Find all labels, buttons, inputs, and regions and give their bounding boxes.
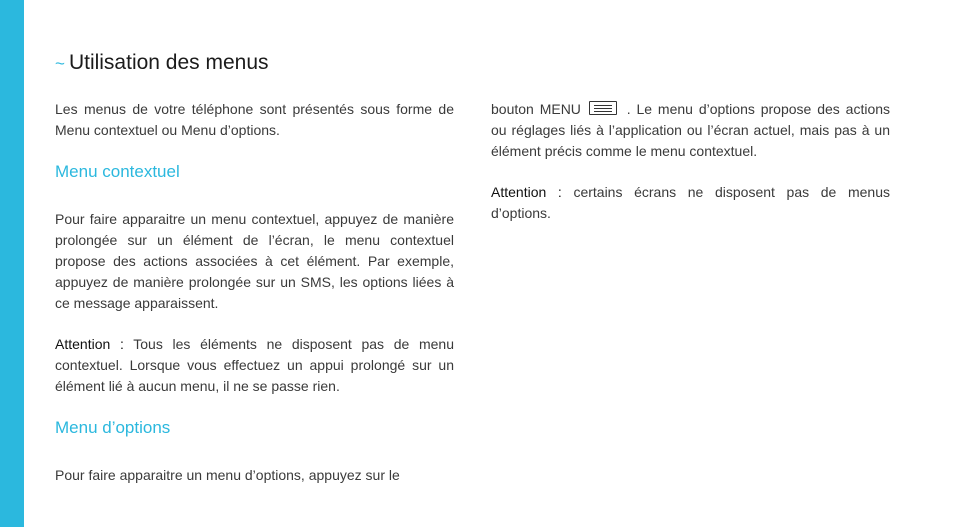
- attention-paragraph-left: [55, 334, 454, 397]
- intro-paragraph: Les menus de votre téléphone sont présentés sous forme de Menu contextuel ou Menu d’options.: [55, 101, 454, 138]
- heading-menu-contextuel: Menu contextuel: [55, 162, 180, 181]
- options-paragraph: Pour faire apparaitre un menu d’options, appuyez sur le: [55, 467, 400, 483]
- context-paragraph: Pour faire apparaitre un menu contextuel, appuyez de manière prolongée sur un élément de l’écran, le menu contextuel propose des actions associées à cet élément. Par exemple, appuyez de manière prolongée sur un SMS, les options liées à ce message apparaissent.: [55, 211, 454, 311]
- options-cont-b: . Le menu d’options propose des actions ou réglages liés à l’application ou l’écran actuel, mais pas à un élément précis comme le menu contextuel.: [491, 101, 891, 159]
- right-column: [491, 99, 890, 224]
- options-cont-a: bouton MENU: [491, 101, 581, 117]
- options-continuation: [491, 99, 890, 162]
- left-column: [55, 99, 454, 486]
- attention-paragraph-right: [491, 182, 890, 224]
- attention-text: Tous les éléments ne disposent pas de menu contextuel. Lorsque vous effectuez un appui prolongé sur un élément lié à aucun menu, il ne se passe rien.: [55, 336, 454, 394]
- title-tilde: ~: [55, 54, 65, 73]
- menu-button-icon: [589, 101, 617, 115]
- attention-label-right: Attention :: [491, 184, 562, 200]
- attention-text-right: certains écrans ne disposent pas de menus d’options.: [491, 184, 890, 221]
- heading-menu-options: Menu d’options: [55, 418, 171, 437]
- attention-label: Attention :: [55, 336, 124, 352]
- accent-sidebar: [0, 0, 24, 527]
- title-text: Utilisation des menus: [68, 51, 269, 74]
- page-title: [55, 51, 269, 75]
